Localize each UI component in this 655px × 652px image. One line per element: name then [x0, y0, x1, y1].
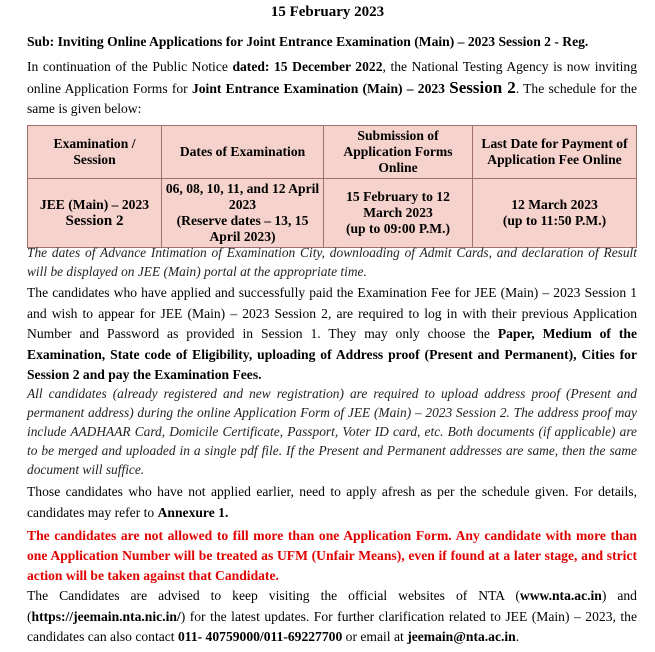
- cell-dates: [162, 179, 324, 248]
- payment-time: (up to 11:50 P.M.): [502, 213, 607, 228]
- intro-session: Session 2: [449, 77, 516, 97]
- exam-name: JEE (Main) – 2023: [39, 197, 150, 212]
- exam-session: Session 2: [65, 213, 124, 229]
- payment-date: 12 March 2023: [511, 197, 598, 212]
- contact-text-1: The Candidates are advised to keep visiting the official websites of NTA (: [27, 588, 520, 603]
- new-candidates-paragraph: [27, 482, 637, 523]
- cell-submission: [324, 179, 473, 248]
- intro-text-1: In continuation of the Public Notice: [27, 59, 233, 74]
- schedule-header-row: [28, 126, 637, 179]
- cell-payment: [473, 179, 637, 248]
- submission-time: (up to 09:00 P.M.): [345, 221, 451, 236]
- notice-subject: Sub: Inviting Online Applications for Joint Entrance Examination (Main) – 2023 Session 2 - Reg.: [27, 34, 589, 49]
- italic-note-dates: The dates of Advance Intimation of Examination City, downloading of Admit Cards, and declaration of Result will be displayed on JEE (Main) portal at the appropriate time.: [27, 245, 637, 279]
- intro-paragraph: [27, 57, 637, 120]
- contact-paragraph: [27, 586, 637, 648]
- jeemain-website-link[interactable]: https://jeemain.nta.nic.in/: [31, 608, 181, 624]
- new-candidates-text: Those candidates who have not applied earlier, need to apply afresh as per the schedule given. For details, candidates may refer to: [27, 484, 637, 520]
- schedule-table: [27, 125, 637, 248]
- contact-text-5: .: [515, 629, 520, 644]
- notice-date: 15 February 2023: [270, 4, 385, 20]
- contact-text-2: ) and (: [27, 588, 637, 624]
- intro-date: dated: 15 December 2022: [232, 59, 383, 74]
- contact-text-4: or email at: [342, 629, 408, 644]
- header-payment: Last Date for Payment of Application Fee Online: [473, 126, 637, 179]
- schedule-data-row: [28, 179, 637, 248]
- candidates-text: The candidates who have applied and successfully paid the Examination Fee for JEE (Main) – 2023 Session 1 and wish to appear for JEE (Main) – 2023 Session 2, are required to log in with their previous Application Number and Password as provided in Session 1. They may only choose the: [27, 285, 637, 341]
- intro-text-3: . The schedule for the same is given below:: [27, 80, 637, 116]
- header-exam-session: Examination / Session: [28, 126, 162, 179]
- ufm-warning: The candidates are not allowed to fill more than one Application Form. Any candidate with more than one Application Number will be treated as UFM (Unfair Means), even if found at a later stage, and strict action will be taken against that Candidate.: [27, 528, 637, 583]
- annexure-ref: Annexure 1.: [157, 504, 229, 520]
- intro-text-2: , the National Testing Agency is now inviting online Application Forms for: [27, 59, 637, 96]
- contact-text-3: ) for the latest updates. For further clarification related to JEE (Main) – 2023, the candidates can also contact: [27, 608, 637, 644]
- contact-phone: 011- 40759000/011-69227700: [177, 629, 343, 644]
- candidates-choices: Paper, Medium of the Examination, State code of Eligibility, uploading of Address proof (Present and Permanent), Cities for Session 2 and pay the Examination Fees.: [27, 326, 637, 382]
- exam-dates: 06, 08, 10, 11, and 12 April 2023: [165, 181, 320, 212]
- reserve-dates: (Reserve dates – 13, 15 April 2023): [176, 213, 309, 244]
- header-submission: Submission of Application Forms Online: [324, 126, 473, 179]
- submission-dates: 15 February to 12 March 2023: [346, 189, 450, 220]
- intro-exam-name: Joint Entrance Examination (Main) – 2023: [191, 80, 450, 96]
- candidates-paragraph: [27, 283, 637, 386]
- header-dates: Dates of Examination: [162, 126, 324, 179]
- cell-exam-session: [28, 179, 162, 248]
- contact-email-link[interactable]: jeemain@nta.ac.in: [407, 629, 516, 644]
- nta-website-link[interactable]: www.nta.ac.in: [519, 588, 602, 603]
- italic-note-address-proof: All candidates (already registered and new registration) are required to upload address proof (Present and permanent address) during the online Application Form of JEE (Main) – 2023 Session 2. The address proof may include AADHAAR Card, Domicile Certificate, Passport, Voter ID card, etc. Both documents (if applicable) are to be merged and uploaded in a single pdf file. If the Present and Permanent addresses are same, then the same document will suffice.: [27, 386, 637, 477]
